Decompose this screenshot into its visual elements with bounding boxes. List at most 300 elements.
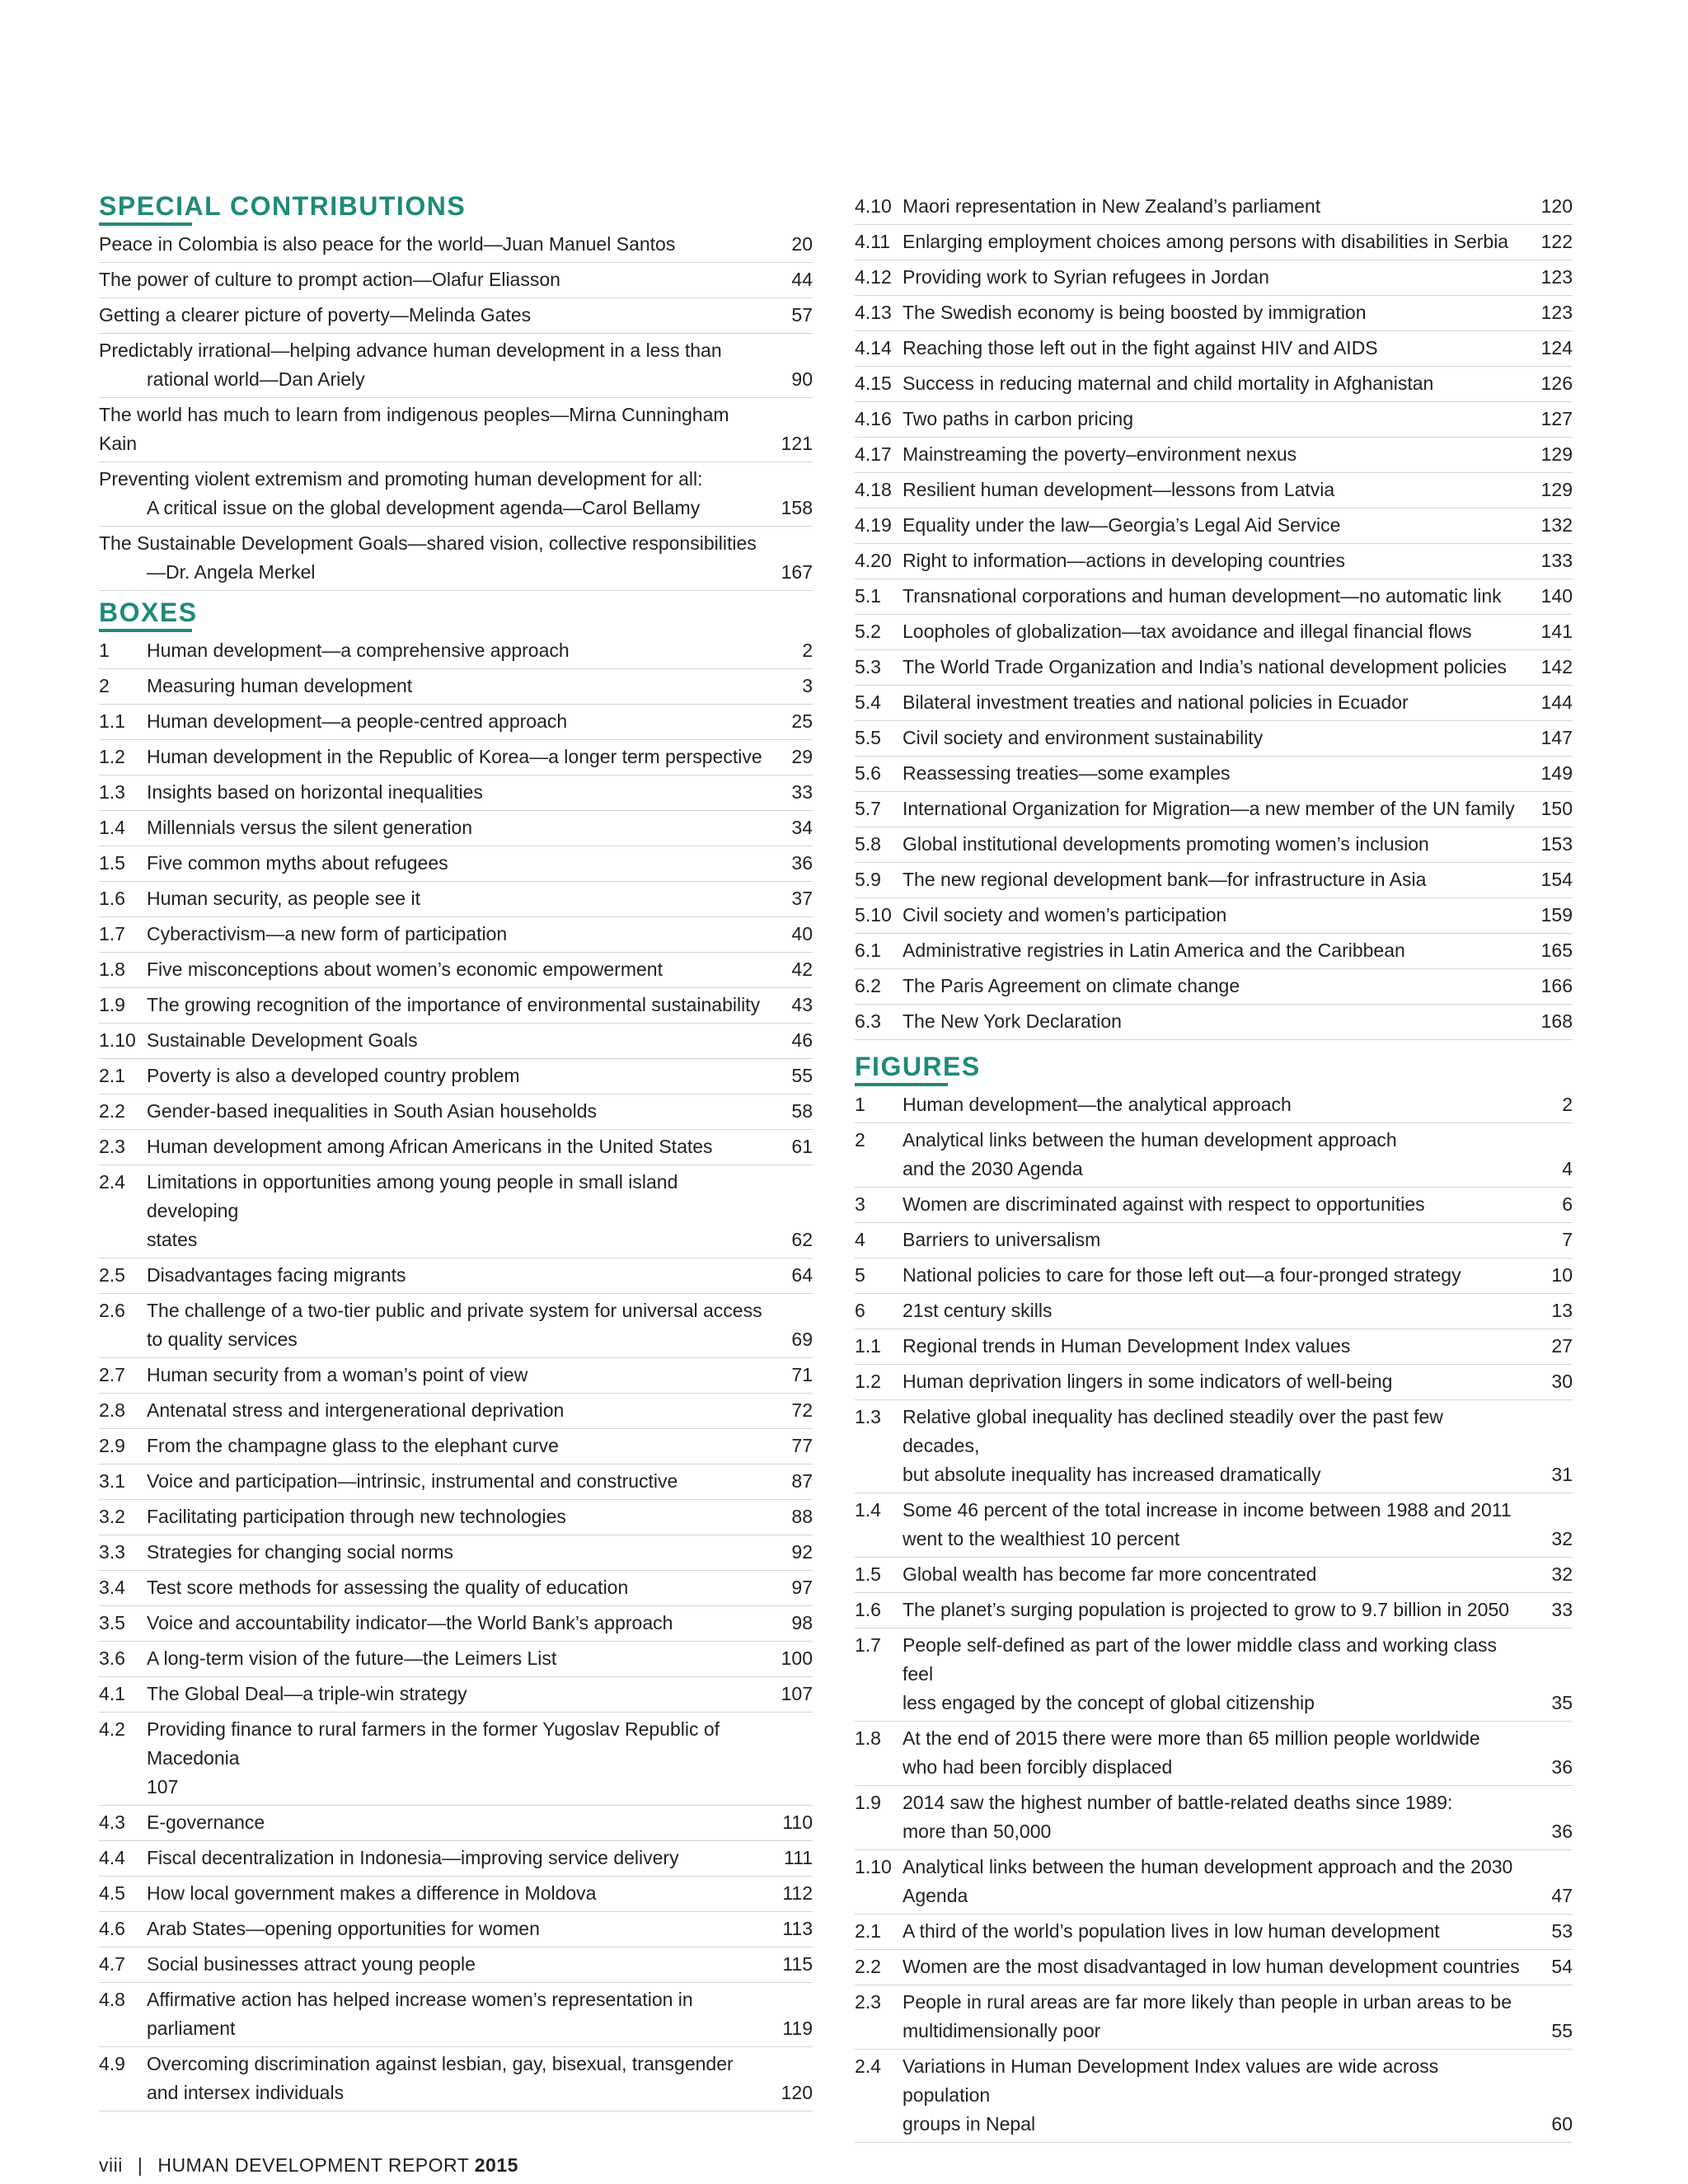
entry-page-number: 61 xyxy=(791,1136,813,1157)
entry-title xyxy=(903,865,1535,894)
toc-entry[interactable] xyxy=(99,634,813,669)
entry-page-number: 60 xyxy=(1551,2113,1573,2135)
entry-title-line: Affirmative action has helped increase women’s representation in parliament xyxy=(147,1989,693,2039)
toc-entry[interactable] xyxy=(855,402,1573,438)
entry-page-number: 120 xyxy=(781,2082,813,2103)
entry-title xyxy=(147,884,775,913)
entry-number: 3 xyxy=(855,1193,865,1215)
figures-list xyxy=(855,1088,1573,2143)
entry-title-line: Human development—a people-centred approach xyxy=(147,710,568,732)
entry-page-number: 30 xyxy=(1551,1371,1573,1392)
toc-entry[interactable] xyxy=(99,298,813,334)
entry-title-line: A third of the world’s population lives in low human development xyxy=(903,1920,1440,1942)
entry-title xyxy=(147,1432,775,1460)
entry-page-number: 107 xyxy=(781,1683,813,1704)
entry-title-line: Fiscal decentralization in Indonesia—improving service delivery xyxy=(147,1847,679,1868)
entry-page-number: 25 xyxy=(791,710,813,732)
entry-title xyxy=(903,1261,1535,1290)
toc-entry[interactable] xyxy=(855,1558,1573,1593)
entry-number: 3.5 xyxy=(99,1612,125,1633)
entry-title-line: rational world—Dan Ariely xyxy=(147,368,365,390)
toc-entry[interactable] xyxy=(99,1429,813,1465)
toc-entry[interactable] xyxy=(855,1985,1573,2050)
entry-title xyxy=(99,529,775,587)
toc-entry[interactable] xyxy=(99,740,813,776)
entry-number: 1.10 xyxy=(855,1856,892,1877)
toc-entry[interactable] xyxy=(99,1713,813,1806)
entry-number: 1.8 xyxy=(99,958,125,980)
entry-title xyxy=(147,1361,775,1390)
toc-entry[interactable] xyxy=(855,331,1573,367)
entry-page-number: 55 xyxy=(791,1065,813,1086)
toc-entry[interactable] xyxy=(99,1947,813,1983)
entry-title xyxy=(903,511,1535,540)
toc-entry[interactable] xyxy=(99,1642,813,1677)
entry-page-number: 4 xyxy=(1562,1158,1573,1179)
entry-page-number: 132 xyxy=(1540,514,1573,536)
toc-entry[interactable] xyxy=(855,1258,1573,1294)
toc-entry[interactable] xyxy=(855,1629,1573,1722)
toc-entry[interactable] xyxy=(855,1294,1573,1329)
entry-title-line: 21st century skills xyxy=(903,1300,1053,1321)
toc-entry[interactable] xyxy=(855,1365,1573,1400)
entry-page-number: 6 xyxy=(1562,1193,1573,1215)
entry-page-number: 34 xyxy=(791,817,813,838)
toc-entry[interactable] xyxy=(855,579,1573,615)
entry-title-line: Human development among African Americans in the United States xyxy=(147,1136,713,1157)
entry-title-line: Variations in Human Development Index values are wide across population xyxy=(903,2055,1439,2106)
entry-title xyxy=(99,401,775,458)
entry-page-number: 133 xyxy=(1540,550,1573,571)
entry-number: 1.9 xyxy=(855,1792,881,1813)
toc-entry[interactable] xyxy=(855,1188,1573,1223)
toc-entry[interactable] xyxy=(855,615,1573,650)
toc-entry[interactable] xyxy=(99,953,813,988)
entry-number: 2 xyxy=(855,1129,865,1151)
entry-title xyxy=(903,688,1535,717)
entry-number: 1.6 xyxy=(99,888,125,909)
entry-page-number: 165 xyxy=(1540,940,1573,961)
toc-entry[interactable] xyxy=(99,334,813,398)
entry-title xyxy=(903,1007,1535,1036)
entry-title-line: Success in reducing maternal and child mortality in Afghanistan xyxy=(903,373,1434,394)
toc-entry[interactable] xyxy=(99,705,813,740)
entry-title xyxy=(903,724,1535,752)
entry-title xyxy=(147,991,775,1019)
entry-number: 4.7 xyxy=(99,1953,125,1975)
entry-title-line: Test score methods for assessing the quality of education xyxy=(147,1577,629,1598)
toc-entry[interactable] xyxy=(99,227,813,263)
entry-number: 4 xyxy=(855,1229,865,1250)
entry-title xyxy=(903,582,1535,611)
toc-entry[interactable] xyxy=(99,846,813,882)
entry-number: 4.17 xyxy=(855,443,892,465)
toc-entry[interactable] xyxy=(99,917,813,953)
entry-title xyxy=(903,227,1535,256)
entry-title-line: The World Trade Organization and India’s national development policies xyxy=(903,656,1507,677)
entry-page-number: 90 xyxy=(791,368,813,390)
entry-title xyxy=(147,1985,775,2043)
toc-entry[interactable] xyxy=(855,686,1573,721)
entry-title-line: Global institutional developments promoting women’s inclusion xyxy=(903,833,1429,855)
entry-title-line: but absolute inequality has increased dramatically xyxy=(903,1464,1321,1485)
entry-title-line: The Paris Agreement on climate change xyxy=(903,975,1240,996)
entry-number: 5.9 xyxy=(855,869,881,890)
entry-title-line: From the champagne glass to the elephant curve xyxy=(147,1435,559,1456)
entry-number: 3.3 xyxy=(99,1541,125,1563)
entry-title-line: Preventing violent extremism and promoting human development for all: xyxy=(99,468,703,490)
toc-entry[interactable] xyxy=(99,1258,813,1294)
entry-title-line: 2014 saw the highest number of battle-related deaths since 1989: xyxy=(903,1792,1453,1813)
entry-page-number: 150 xyxy=(1540,798,1573,819)
entry-title xyxy=(147,1396,775,1425)
entry-title-line: The world has much to learn from indigenous peoples—Mirna Cunningham Kain xyxy=(99,404,729,454)
entry-title-line: At the end of 2015 there were more than 65 million people worldwide xyxy=(903,1727,1480,1749)
toc-entry[interactable] xyxy=(855,1005,1573,1040)
entry-title-line: Providing finance to rural farmers in the former Yugoslav Republic of Macedonia xyxy=(147,1718,720,1769)
entry-page-number: 44 xyxy=(791,269,813,290)
report-title: HUMAN DEVELOPMENT REPORT xyxy=(157,2154,469,2176)
toc-entry[interactable] xyxy=(855,1400,1573,1493)
entry-title xyxy=(903,1367,1535,1396)
entry-title-line: Arab States—opening opportunities for women xyxy=(147,1918,540,1939)
toc-entry[interactable] xyxy=(855,792,1573,827)
entry-title xyxy=(147,1296,775,1354)
toc-entry[interactable] xyxy=(99,398,813,462)
entry-title xyxy=(147,955,775,984)
toc-entry[interactable] xyxy=(855,509,1573,544)
entry-number: 1.5 xyxy=(855,1563,881,1585)
entry-number: 4.19 xyxy=(855,514,892,536)
entry-title-line: E-governance xyxy=(147,1811,265,1833)
entry-title-line: The Swedish economy is being boosted by immigration xyxy=(903,302,1367,323)
entry-title-line: Voice and accountability indicator—the World Bank’s approach xyxy=(147,1612,673,1633)
toc-entry[interactable] xyxy=(99,1094,813,1130)
entry-title xyxy=(99,336,775,394)
toc-entry[interactable] xyxy=(855,1950,1573,1985)
entry-title-line: Measuring human development xyxy=(147,675,413,696)
entry-number: 1.7 xyxy=(99,923,125,944)
toc-entry[interactable] xyxy=(99,1024,813,1059)
entry-page-number: 154 xyxy=(1540,869,1573,890)
toc-entry[interactable] xyxy=(855,544,1573,579)
entry-title xyxy=(147,849,775,878)
entry-title-line: Getting a clearer picture of poverty—Melinda Gates xyxy=(99,304,532,326)
entry-number: 1.2 xyxy=(855,1371,881,1392)
entry-number: 4.15 xyxy=(855,373,892,394)
entry-title xyxy=(147,920,775,949)
toc-entry[interactable] xyxy=(99,1394,813,1429)
entry-page-number: 98 xyxy=(791,1612,813,1633)
entry-page-number: 124 xyxy=(1540,337,1573,359)
entry-title xyxy=(903,1560,1535,1589)
toc-entry[interactable] xyxy=(855,1088,1573,1123)
figures-heading: FIGURES xyxy=(855,1052,1573,1086)
entry-page-number: 32 xyxy=(1551,1563,1573,1585)
boxes-continued-list xyxy=(855,190,1573,1040)
entry-number: 3.1 xyxy=(99,1470,125,1492)
toc-entry[interactable] xyxy=(99,1571,813,1606)
entry-page-number: 37 xyxy=(791,888,813,909)
entry-number: 4.13 xyxy=(855,302,892,323)
entry-title-line: Some 46 percent of the total increase in income between 1988 and 2011 xyxy=(903,1499,1512,1521)
entry-title-line: Social businesses attract young people xyxy=(147,1953,476,1975)
entry-title xyxy=(903,334,1535,363)
entry-title-line: Overcoming discrimination against lesbian, gay, bisexual, transgender xyxy=(147,2053,734,2074)
entry-title xyxy=(903,617,1535,646)
entry-title xyxy=(147,1062,775,1090)
entry-page-number: 166 xyxy=(1540,975,1573,996)
entry-title xyxy=(903,901,1535,930)
toc-entry[interactable] xyxy=(855,438,1573,473)
entry-title-line: People in rural areas are far more likely than people in urban areas to be xyxy=(903,1991,1512,2013)
entry-number: 6.1 xyxy=(855,940,881,961)
entry-page-number: 100 xyxy=(781,1647,813,1669)
entry-page-number: 46 xyxy=(791,1029,813,1051)
entry-number: 1.3 xyxy=(855,1406,881,1427)
entry-number: 2.5 xyxy=(99,1264,125,1286)
entry-number: 5.10 xyxy=(855,904,892,926)
entry-title-line: Gender-based inequalities in South Asian households xyxy=(147,1100,597,1122)
entry-page-number: 92 xyxy=(791,1541,813,1563)
toc-entry[interactable] xyxy=(99,1606,813,1642)
toc-entry[interactable] xyxy=(99,263,813,298)
toc-entry[interactable] xyxy=(99,1059,813,1094)
toc-entry[interactable] xyxy=(855,1123,1573,1188)
entry-page-number: 112 xyxy=(782,1882,813,1904)
entry-number: 4.18 xyxy=(855,479,892,500)
entry-title-line: Human deprivation lingers in some indicators of well-being xyxy=(903,1371,1393,1392)
toc-entry[interactable] xyxy=(855,225,1573,260)
toc-entry[interactable] xyxy=(855,2050,1573,2143)
entry-title xyxy=(903,972,1535,1001)
toc-entry[interactable] xyxy=(99,811,813,846)
entry-number: 4.3 xyxy=(99,1811,125,1833)
entry-page-number: 36 xyxy=(791,852,813,874)
entry-title xyxy=(903,1724,1535,1782)
entry-page-number: 32 xyxy=(1551,1528,1573,1549)
toc-entry[interactable] xyxy=(99,1130,813,1165)
entry-title-line: Millennials versus the silent generation xyxy=(147,817,473,838)
entry-number: 4.2 xyxy=(99,1718,125,1740)
entry-page-number: 168 xyxy=(1540,1010,1573,1032)
entry-page-number: 97 xyxy=(791,1577,813,1598)
toc-entry[interactable] xyxy=(855,190,1573,225)
entry-page-number: 88 xyxy=(791,1506,813,1527)
entry-title-line: Voice and participation—intrinsic, instrumental and constructive xyxy=(147,1470,678,1492)
toc-entry[interactable] xyxy=(99,1500,813,1535)
entry-title-line: A critical issue on the global development agenda—Carol Bellamy xyxy=(147,497,701,518)
entry-title-line: International Organization for Migration—a new member of the UN family xyxy=(903,798,1515,819)
entry-title-line: Barriers to universalism xyxy=(903,1229,1101,1250)
entry-number: 4.6 xyxy=(99,1918,125,1939)
entry-title-line: Civil society and women’s participation xyxy=(903,904,1227,926)
entry-number: 1.2 xyxy=(99,746,125,767)
entry-title xyxy=(147,707,775,736)
entry-number: 4.4 xyxy=(99,1847,125,1868)
entry-title-line: Resilient human development—lessons from Latvia xyxy=(903,479,1335,500)
toc-entry[interactable] xyxy=(99,669,813,705)
toc-entry[interactable] xyxy=(855,721,1573,757)
entry-number: 1.7 xyxy=(855,1634,881,1656)
entry-title xyxy=(903,830,1535,859)
toc-entry[interactable] xyxy=(855,898,1573,934)
toc-entry[interactable] xyxy=(855,367,1573,402)
entry-title xyxy=(903,546,1535,575)
entry-number: 2.1 xyxy=(99,1065,125,1086)
entry-title-line: Human security from a woman’s point of view xyxy=(147,1364,528,1385)
toc-entry[interactable] xyxy=(99,988,813,1024)
toc-entry[interactable] xyxy=(99,1806,813,1841)
toc-entry[interactable] xyxy=(855,1915,1573,1950)
toc-entry[interactable] xyxy=(99,2047,813,2111)
entry-number: 4.20 xyxy=(855,550,892,571)
entry-page-number: 110 xyxy=(782,1811,813,1833)
entry-title xyxy=(99,230,775,259)
entry-title-line: Predictably irrational—helping advance human development in a less than xyxy=(99,340,722,361)
entry-title-line: The Global Deal—a triple-win strategy xyxy=(147,1683,467,1704)
entry-number: 5.4 xyxy=(855,691,881,713)
entry-page-number: 57 xyxy=(791,304,813,326)
entry-number: 2.8 xyxy=(99,1399,125,1421)
entry-number: 4.5 xyxy=(99,1882,125,1904)
toc-entry[interactable] xyxy=(855,650,1573,686)
entry-title xyxy=(147,743,775,771)
entry-page-number: 2 xyxy=(1562,1094,1573,1115)
entry-title-line: Equality under the law—Georgia’s Legal Aid Service xyxy=(903,514,1341,536)
entry-number: 5 xyxy=(855,1264,865,1286)
toc-entry[interactable] xyxy=(99,1677,813,1713)
entry-title-line: A long-term vision of the future—the Leimers List xyxy=(147,1647,557,1669)
toc-entry[interactable] xyxy=(99,1841,813,1877)
entry-number: 2.6 xyxy=(99,1300,125,1321)
entry-page-number: 126 xyxy=(1540,373,1573,394)
entry-title xyxy=(147,1538,775,1567)
toc-entry[interactable] xyxy=(99,1912,813,1947)
toc-entry[interactable] xyxy=(99,1535,813,1571)
entry-title-line: Five common myths about refugees xyxy=(147,852,448,874)
toc-entry[interactable] xyxy=(99,776,813,811)
entry-page-number: 72 xyxy=(791,1399,813,1421)
toc-entry[interactable] xyxy=(855,1786,1573,1850)
entry-title-line: developing xyxy=(147,1200,239,1221)
entry-title-line: Loopholes of globalization—tax avoidance and illegal financial flows xyxy=(903,621,1472,642)
toc-entry[interactable] xyxy=(99,1358,813,1394)
entry-title xyxy=(903,1403,1535,1489)
toc-entry[interactable] xyxy=(855,1593,1573,1629)
entry-page-number: 62 xyxy=(791,1229,813,1250)
entry-page-number: 113 xyxy=(782,1918,813,1939)
special-contributions-heading: SPECIAL CONTRIBUTIONS xyxy=(99,192,813,226)
entry-title-line: Analytical links between the human development approach and the 2030 xyxy=(903,1856,1513,1877)
toc-entry[interactable] xyxy=(99,882,813,917)
entry-title-line: to quality services xyxy=(147,1329,298,1350)
toc-entry[interactable] xyxy=(855,863,1573,898)
entry-title-line: Enlarging employment choices among persons with disabilities in Serbia xyxy=(903,231,1509,252)
entry-title xyxy=(903,1952,1535,1981)
toc-entry[interactable] xyxy=(855,827,1573,863)
entry-page-number: 53 xyxy=(1551,1920,1573,1942)
entry-number: 5.5 xyxy=(855,727,881,748)
entry-number: 4.8 xyxy=(99,1989,125,2010)
toc-entry[interactable] xyxy=(99,527,813,591)
entry-title-line: Analytical links between the human development approach xyxy=(903,1129,1397,1151)
entry-title xyxy=(903,794,1535,823)
entry-page-number: 13 xyxy=(1551,1300,1573,1321)
toc-entry[interactable] xyxy=(855,934,1573,969)
entry-number: 1.10 xyxy=(99,1029,136,1051)
entry-title xyxy=(903,1090,1535,1119)
toc-entry[interactable] xyxy=(855,1722,1573,1786)
entry-number: 2.9 xyxy=(99,1435,125,1456)
entry-number: 2.2 xyxy=(855,1956,881,1977)
entry-title-line: How local government makes a difference in Moldova xyxy=(147,1882,597,1904)
toc-entry[interactable] xyxy=(855,1850,1573,1915)
toc-entry[interactable] xyxy=(855,1493,1573,1558)
entry-title xyxy=(147,1950,775,1979)
toc-entry[interactable] xyxy=(855,969,1573,1005)
page-footer xyxy=(99,2154,518,2177)
toc-entry[interactable] xyxy=(855,260,1573,296)
entry-number: 1.9 xyxy=(99,994,125,1015)
entry-page-number: 121 xyxy=(781,433,813,454)
entry-page-number: 159 xyxy=(1540,904,1573,926)
entry-title-line: Human development in the Republic of Korea—a longer term perspective xyxy=(147,746,762,767)
entry-page-number: 120 xyxy=(1540,195,1573,217)
entry-title xyxy=(903,1596,1535,1624)
entry-title-line: Relative global inequality has declined steadily over the past few decades, xyxy=(903,1406,1443,1456)
entry-page-number: 40 xyxy=(791,923,813,944)
entry-page-number: 36 xyxy=(1551,1756,1573,1778)
toc-entry[interactable] xyxy=(99,1983,813,2047)
entry-page-number: 123 xyxy=(1540,302,1573,323)
entry-number: 1.8 xyxy=(855,1727,881,1749)
toc-entry[interactable] xyxy=(855,473,1573,509)
entry-title-line: more than 50,000 xyxy=(903,1821,1052,1842)
entry-page-number: 69 xyxy=(791,1329,813,1350)
report-year: 2015 xyxy=(474,2154,518,2176)
toc-entry[interactable] xyxy=(99,1465,813,1500)
entry-number: 4.9 xyxy=(99,2053,125,2074)
entry-title-line: Human development—a comprehensive approach xyxy=(147,640,570,661)
entry-title-line: states xyxy=(147,1229,198,1250)
toc-entry[interactable] xyxy=(99,1165,813,1258)
special-contributions-list xyxy=(99,227,813,591)
entry-number: 5.7 xyxy=(855,798,881,819)
entry-title xyxy=(147,778,775,807)
toc-entry[interactable] xyxy=(99,462,813,527)
toc-entry[interactable] xyxy=(855,1329,1573,1365)
entry-page-number: 54 xyxy=(1551,1956,1573,1977)
entry-page-number: 10 xyxy=(1551,1264,1573,1286)
entry-title-line: Mainstreaming the poverty–environment nexus xyxy=(903,443,1297,465)
entry-title xyxy=(147,2050,775,2107)
toc-entry[interactable] xyxy=(855,296,1573,331)
entry-title xyxy=(903,1296,1535,1325)
entry-title-line: less engaged by the concept of global citizenship xyxy=(903,1692,1315,1713)
entry-page-number: 167 xyxy=(781,561,813,583)
toc-entry[interactable] xyxy=(99,1294,813,1358)
entry-page-number: 129 xyxy=(1540,479,1573,500)
toc-entry[interactable] xyxy=(855,757,1573,792)
entry-title-line: went to the wealthiest 10 percent xyxy=(903,1528,1180,1549)
entry-title-line: Maori representation in New Zealand’s parliament xyxy=(903,195,1321,217)
toc-entry[interactable] xyxy=(855,1223,1573,1258)
entry-number: 4.14 xyxy=(855,337,892,359)
entry-title-line: Providing work to Syrian refugees in Jordan xyxy=(903,266,1269,288)
entry-title-line: Human security, as people see it xyxy=(147,888,420,909)
toc-entry[interactable] xyxy=(99,1877,813,1912)
